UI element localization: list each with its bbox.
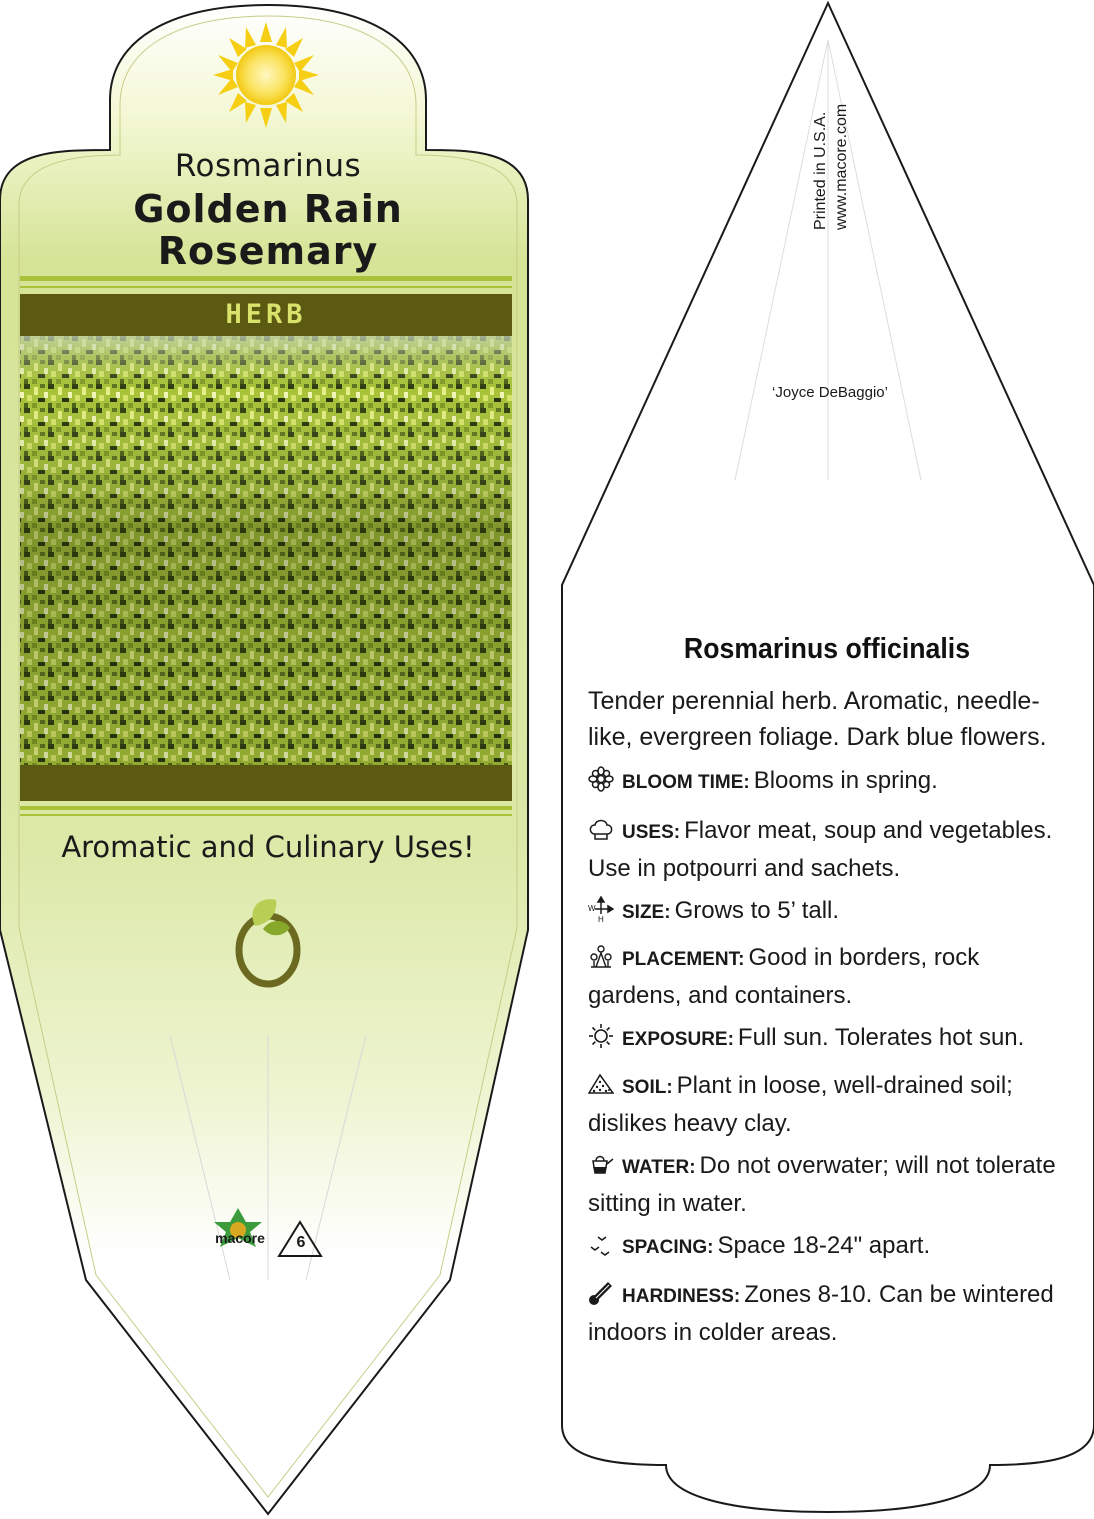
- care-item-bloom-time: BLOOM TIME: Blooms in spring.: [588, 763, 1078, 801]
- svg-text:H: H: [598, 915, 604, 922]
- recycle-code: 6: [296, 1234, 306, 1251]
- svg-text:W: W: [588, 904, 596, 913]
- category-label: HERB: [225, 299, 307, 330]
- flower-icon: [588, 766, 614, 792]
- placement-icon: [588, 943, 614, 969]
- cultivar-name: ‘Joyce DeBaggio’: [772, 384, 888, 401]
- tagline: Aromatic and Culinary Uses!: [61, 830, 475, 864]
- care-item-hardiness: HARDINESS: Zones 8-10. Can be wintered indoors in colder areas.: [588, 1281, 1054, 1346]
- care-item-size: W H SIZE: Grows to 5’ tall.: [588, 897, 840, 924]
- chef-hat-icon: [588, 816, 614, 842]
- genus-title: Rosmarinus: [174, 148, 362, 184]
- plant-description: Tender perennial herb. Aromatic, needle-like, evergreen foliage. Dark blue flowers.: [588, 687, 1047, 751]
- printed-info: [811, 60, 850, 240]
- watering-can-icon: [588, 1151, 614, 1177]
- care-item-water: WATER: Do not overwater; will not tolerate sitting in water.: [588, 1152, 1056, 1217]
- care-item-placement: PLACEMENT: Good in borders, rock gardens, and containers.: [588, 944, 980, 1009]
- care-item-soil: SOIL: Plant in loose, well-drained soil; dislikes heavy clay.: [588, 1072, 1013, 1137]
- care-item-uses: USES: Flavor meat, soup and vegetables. Use in potpourri and sachets.: [588, 817, 1053, 882]
- thermometer-icon: [588, 1280, 614, 1306]
- common-name-line2: Rosemary: [157, 229, 379, 273]
- care-item-spacing: SPACING: Space 18-24" apart.: [588, 1228, 1078, 1266]
- sun-icon: [588, 1023, 614, 1049]
- care-item-exposure: EXPOSURE: Full sun. Tolerates hot sun.: [588, 1020, 1078, 1058]
- soil-icon: [588, 1071, 614, 1097]
- birds-icon: [588, 1231, 614, 1257]
- size-arrows-icon: [588, 896, 614, 922]
- website: www.macore.com: [833, 103, 850, 230]
- printed-in: Printed in U.S.A.: [812, 111, 829, 230]
- common-name-line1: Golden Rain: [133, 187, 403, 231]
- botanical-name: Rosmarinus officinalis: [683, 633, 971, 665]
- brand-name: macore: [215, 1230, 265, 1246]
